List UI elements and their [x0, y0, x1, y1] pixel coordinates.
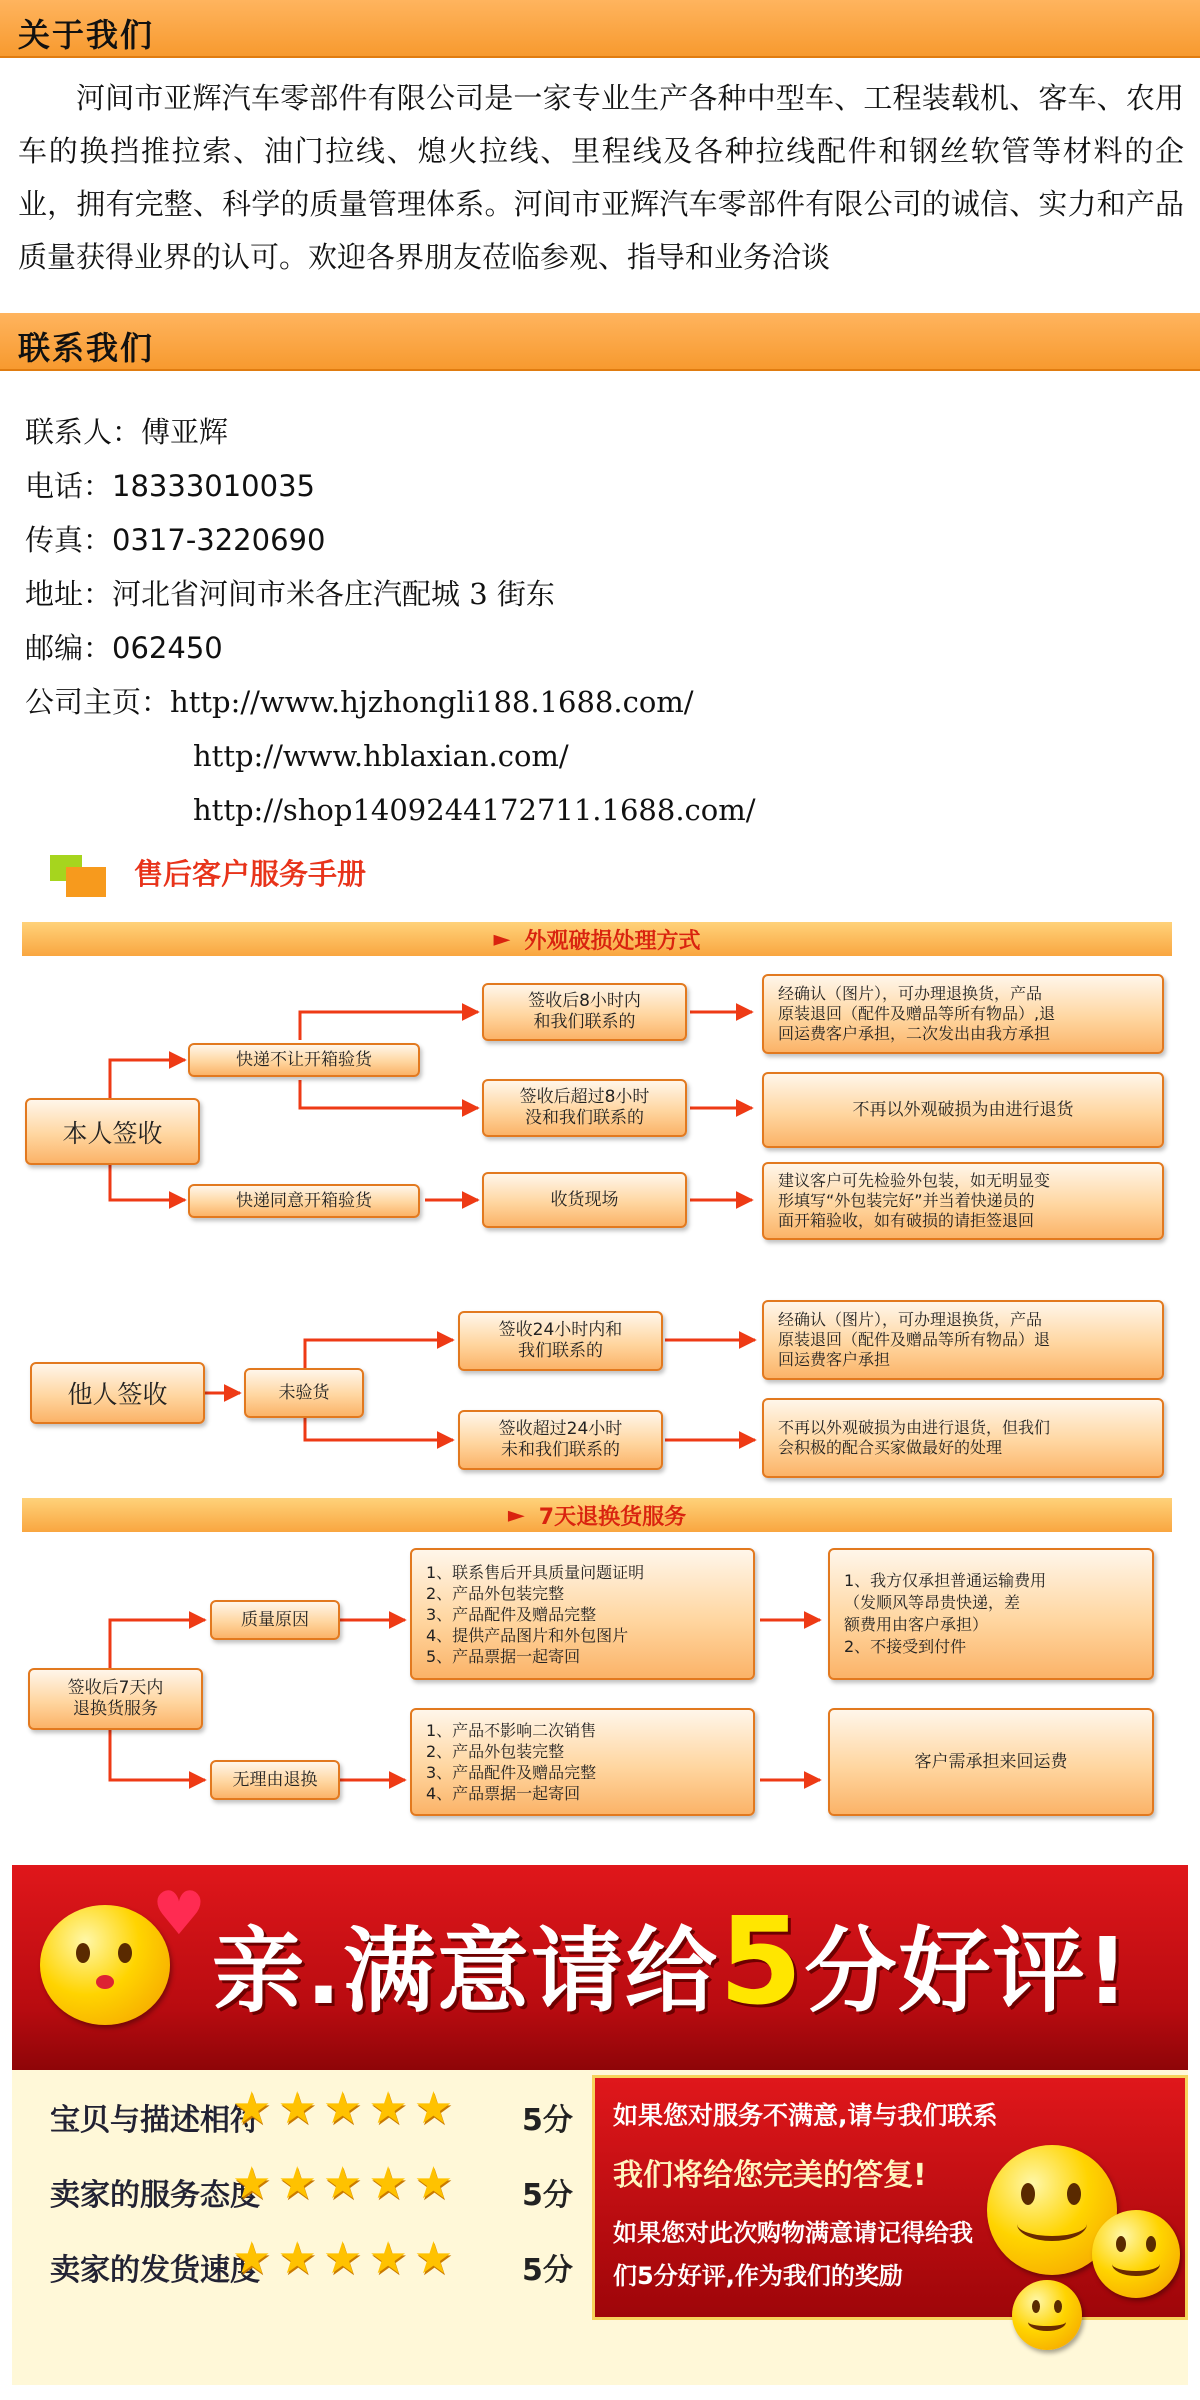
- contact-fax: 传真：0317-3220690: [25, 523, 326, 557]
- notice-line-4: 们5分好评,作为我们的奖励: [613, 2262, 903, 2290]
- self-sign-box: 本人签收: [25, 1098, 200, 1165]
- manual-title: 售后客户服务手册: [134, 857, 367, 891]
- notice-line-2: 我们将给您完美的答复!: [613, 2158, 927, 2193]
- slogan: 亲.满意请给5分好评!: [212, 1893, 1131, 2032]
- play-icon: ►: [493, 926, 511, 952]
- play-icon: ►: [507, 1502, 525, 1528]
- allow-open-box: 快递同意开箱验货: [188, 1184, 420, 1218]
- return7-start-box: 签收后7天内 退换货服务: [28, 1668, 203, 1730]
- rating-score-1: 5分: [522, 2103, 573, 2138]
- result-onsite-box: 建议客户可先检验外包装，如无明显变 形填写“外包装完好”并当着快递员的 面开箱验收，如有破损的请拒签退回: [762, 1162, 1164, 1240]
- result-over-24h-box: 不再以外观破损为由进行退货，但我们 会积极的配合买家做最好的处理: [762, 1398, 1164, 1478]
- result-8h-box: 经确认（图片），可办理退换货，产品 原装退回（配件及赠品等所有物品）,退 回运费客户承担，二次发出由我方承担: [762, 974, 1164, 1054]
- no-open-box: 快递不让开箱验货: [188, 1043, 420, 1077]
- about-heading: 关于我们: [18, 16, 155, 54]
- not-checked-box: 未验货: [244, 1368, 364, 1418]
- return7-heading: 7天退换货服务: [538, 1504, 687, 1530]
- other-sign-box: 他人签收: [30, 1362, 205, 1424]
- rating-score-2: 5分: [522, 2178, 573, 2213]
- kissing-smiley-icon: [40, 1905, 170, 2025]
- quality-result-box: 1、我方仅承担普通运输费用 （发顺风等昂贵快递，差 额费用由客户承担） 2、不接受到付件: [828, 1548, 1154, 1680]
- contact-homepage: 公司主页：http://www.hjzhongli188.1688.com/: [25, 685, 694, 719]
- over-24h-box: 签收超过24小时 未和我们联系的: [458, 1410, 663, 1470]
- smiley-icon-small: [1092, 2210, 1180, 2298]
- no-reason-reqs-box: 1、产品不影响二次销售 2、产品外包装完整 3、产品配件及赠品完整 4、产品票据一起寄回: [410, 1708, 755, 1816]
- rating-stars-1: ★★★★★: [232, 2083, 460, 2134]
- result-24h-box: 经确认（图片），可办理退换货，产品 原装退回（配件及赠品等所有物品）退 回运费客户承担: [762, 1300, 1164, 1380]
- homepage-link-1[interactable]: http://www.hjzhongli188.1688.com/: [170, 685, 694, 719]
- damage-heading: 外观破损处理方式: [524, 928, 701, 954]
- rating-stars-3: ★★★★★: [232, 2233, 460, 2284]
- rating-score-3: 5分: [522, 2253, 573, 2288]
- rating-label-2: 卖家的服务态度: [50, 2178, 260, 2213]
- contact-8h-box: 签收后8小时内 和我们联系的: [482, 983, 687, 1041]
- rating-label-1: 宝贝与描述相符: [50, 2103, 260, 2138]
- homepage-link-2[interactable]: http://www.hblaxian.com/: [193, 739, 569, 773]
- notice-line-1: 如果您对服务不满意,请与我们联系: [613, 2101, 998, 2130]
- smiley-icon-bottom: [1012, 2280, 1082, 2350]
- no-reason-result-box: 客户需承担来回运费: [828, 1708, 1154, 1816]
- review-banner: [12, 1865, 1188, 2385]
- contact-24h-box: 签收24小时内和 我们联系的: [458, 1311, 663, 1371]
- contact-heading: 联系我们: [18, 329, 155, 367]
- banner-top: [12, 1865, 1188, 2070]
- result-over-8h-box: 不再以外观破损为由进行退货: [762, 1072, 1164, 1148]
- rating-stars-2: ★★★★★: [232, 2158, 460, 2209]
- over-8h-box: 签收后超过8小时 没和我们联系的: [482, 1079, 687, 1137]
- notice-line-3: 如果您对此次购物满意请记得给我: [613, 2219, 973, 2247]
- no-reason-box: 无理由退换: [210, 1760, 340, 1800]
- return7-section-bar: [22, 1498, 1172, 1532]
- onsite-box: 收货现场: [482, 1172, 687, 1228]
- contact-phone: 电话：18333010035: [25, 469, 315, 503]
- quality-reqs-box: 1、联系售后开具质量问题证明 2、产品外包装完整 3、产品配件及赠品完整 4、提供产品图片和外包图片 5、产品票据一起寄回: [410, 1548, 755, 1680]
- rating-label-3: 卖家的发货速度: [50, 2253, 260, 2288]
- homepage-link-3[interactable]: http://shop1409244172711.1688.com/: [193, 793, 756, 827]
- contact-person: 联系人：傅亚辉: [25, 415, 229, 449]
- contact-address: 地址：河北省河间市米各庄汽配城 3 街东: [25, 577, 555, 611]
- quality-reason-box: 质量原因: [210, 1600, 340, 1640]
- about-body: 河间市亚辉汽车零部件有限公司是一家专业生产各种中型车、工程装载机、客车、农用车的换挡推拉索、油门拉线、熄火拉线、里程线及各种拉线配件和钢丝软管等材料的企 业，拥有完整、科学的质量管理体系。河间市亚辉汽车零部件有限公司的诚信、实力和产品质量获得业界的认可。欢迎各界朋友莅临参观、指导和业务洽谈: [18, 81, 1184, 274]
- contact-zip: 邮编：062450: [25, 631, 223, 665]
- heart-icon: ♥: [152, 1879, 206, 1949]
